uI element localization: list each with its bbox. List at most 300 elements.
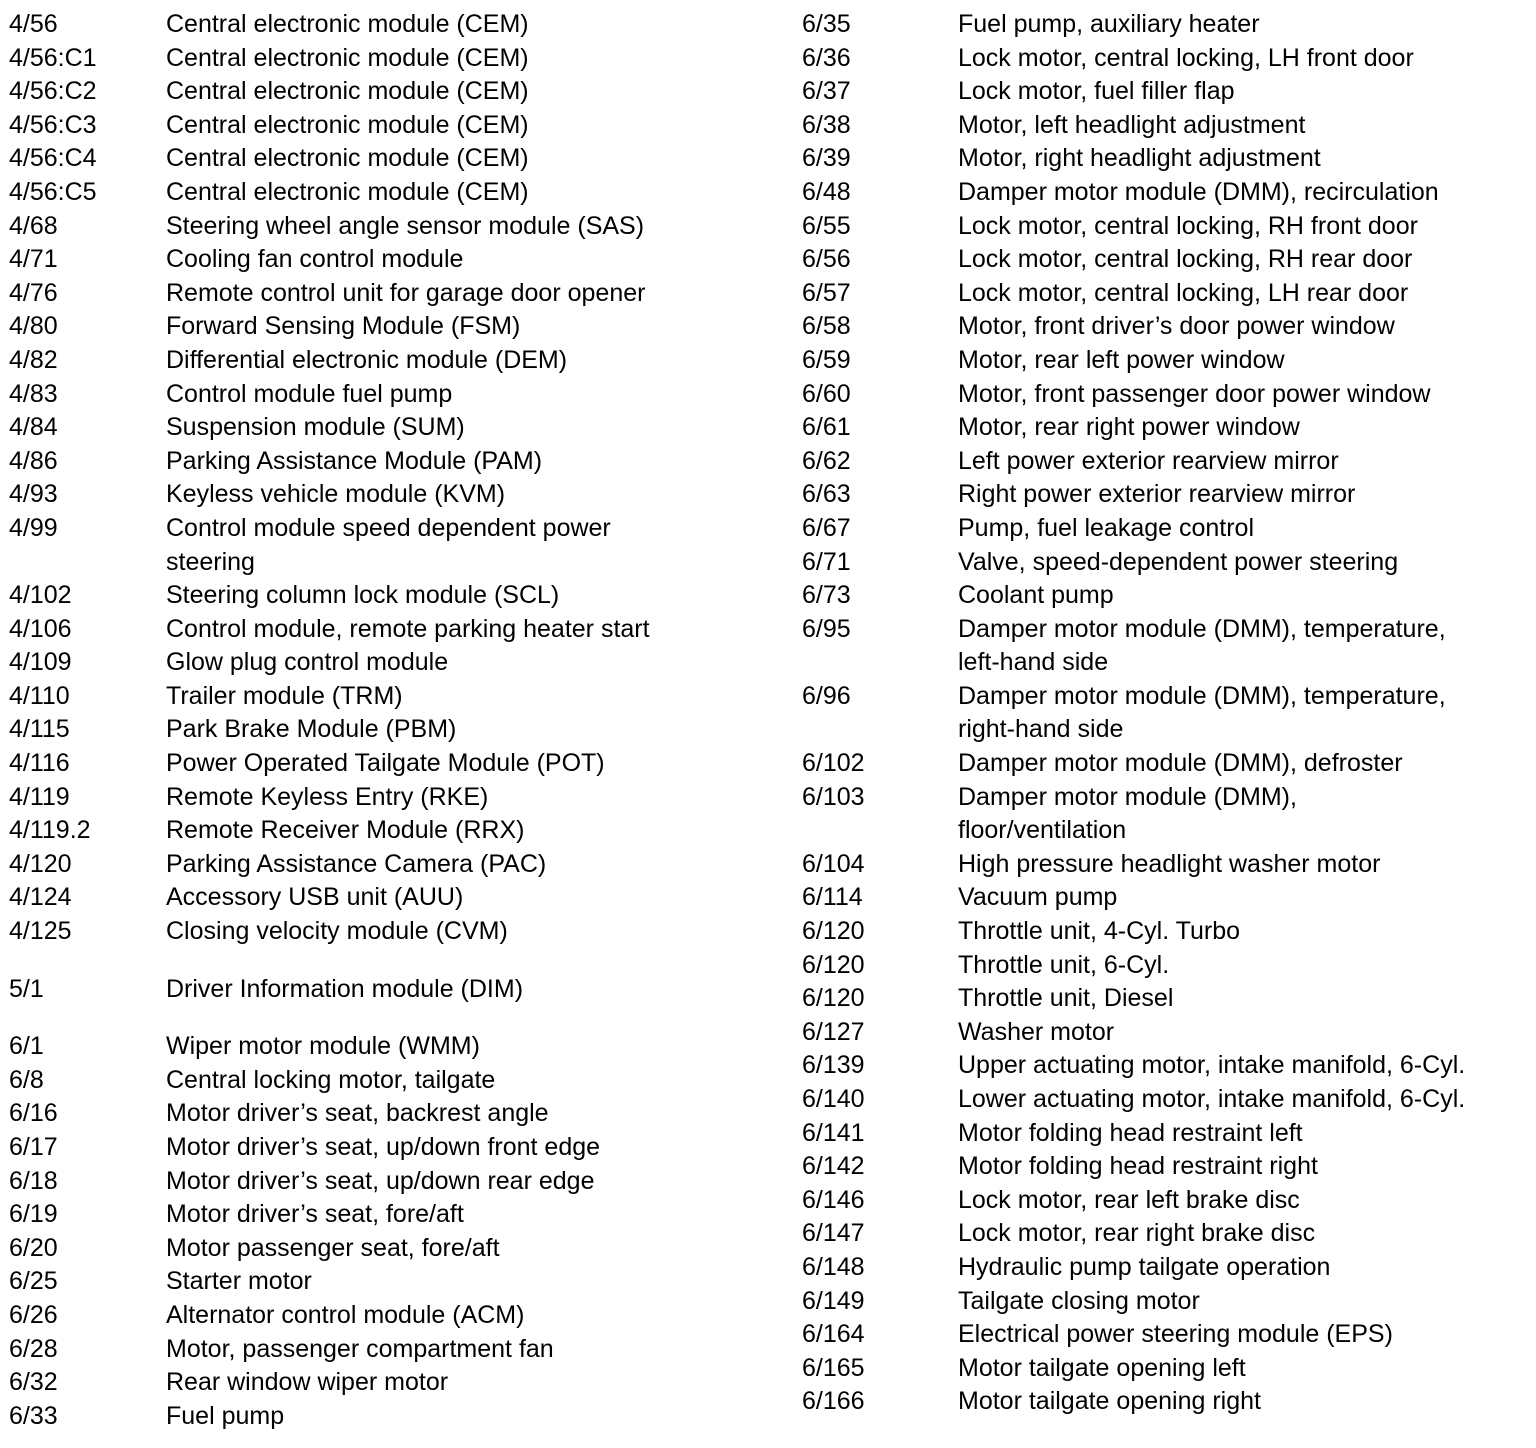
description-line: Accessory USB unit (AUU): [166, 883, 464, 912]
list-item: [802, 747, 1527, 781]
description-line: Keyless vehicle module (KVM): [166, 480, 506, 509]
component-code: 6/62: [802, 446, 851, 475]
component-description: [166, 8, 779, 42]
list-item: [802, 1285, 1527, 1319]
component-description: [958, 277, 1527, 311]
component-description: [166, 646, 779, 680]
description-line: Motor, right headlight adjustment: [958, 144, 1321, 173]
component-code: 6/96: [802, 681, 851, 710]
description-line: Central electronic module (CEM): [166, 110, 529, 139]
description-line: Steering column lock module (SCL): [166, 581, 560, 610]
description-line: Central locking motor, tailgate: [166, 1065, 496, 1094]
component-code: 6/140: [802, 1085, 865, 1113]
description-line: Alternator control module (ACM): [166, 1300, 525, 1329]
component-code: 4/76: [9, 278, 58, 307]
list-item: [802, 478, 1527, 512]
list-item: [802, 1150, 1527, 1184]
component-code: 6/37: [802, 77, 851, 106]
list-item: [802, 512, 1527, 546]
component-code: 4/120: [9, 849, 72, 878]
list-item: [9, 512, 779, 579]
component-code: 6/142: [802, 1152, 865, 1181]
component-code: 6/102: [802, 749, 865, 778]
component-description: [166, 243, 779, 277]
list-item: [802, 411, 1527, 445]
component-description: [958, 881, 1527, 915]
list-item: [802, 1049, 1527, 1083]
description-line: Motor driver’s seat, up/down front edge: [166, 1133, 601, 1161]
component-code: 6/120: [802, 984, 865, 1013]
list-item: [9, 1030, 779, 1064]
description-line: Rear window wiper motor: [166, 1368, 449, 1397]
component-description: [958, 915, 1527, 949]
component-code: 6/104: [802, 849, 865, 878]
component-code: 6/165: [802, 1353, 865, 1382]
list-item: [802, 1117, 1527, 1151]
component-code: 6/63: [802, 480, 851, 509]
description-line: Motor driver’s seat, fore/aft: [166, 1200, 464, 1229]
description-line: Lock motor, fuel filler flap: [958, 77, 1235, 106]
component-code: 4/56:C2: [9, 77, 97, 106]
list-item: [802, 210, 1527, 244]
description-line: Lock motor, central locking, LH rear door: [958, 278, 1409, 307]
list-item: [802, 75, 1527, 109]
list-item: [9, 646, 779, 680]
component-code: 4/83: [9, 379, 58, 408]
component-description: [166, 973, 779, 1007]
component-description: [958, 1184, 1527, 1218]
list-item: [9, 478, 779, 512]
component-code: 4/99: [9, 513, 58, 542]
component-code: 6/28: [9, 1334, 58, 1363]
list-item: [802, 176, 1527, 210]
component-description: [166, 344, 779, 378]
description-line: Remote Keyless Entry (RKE): [166, 782, 489, 811]
list-item: [802, 109, 1527, 143]
list-item: [802, 310, 1527, 344]
component-description: [958, 1150, 1527, 1184]
description-line: Closing velocity module (CVM): [166, 917, 508, 946]
component-code: 6/139: [802, 1051, 865, 1080]
list-item: [9, 445, 779, 479]
component-code: 6/25: [9, 1267, 58, 1296]
list-item: [9, 881, 779, 915]
description-line: Motor driver’s seat, up/down rear edge: [166, 1166, 595, 1195]
component-description: [166, 613, 779, 647]
component-code: 4/71: [9, 245, 58, 274]
component-code: 4/110: [9, 681, 70, 710]
list-item: [9, 781, 779, 815]
list-item: [9, 1232, 779, 1266]
list-item: [9, 680, 779, 714]
description-line: Motor, passenger compartment fan: [166, 1334, 554, 1363]
component-description: [958, 1083, 1527, 1117]
component-code: 6/114: [802, 883, 863, 912]
description-line: Motor, rear left power window: [958, 345, 1285, 374]
component-code: 6/149: [802, 1286, 865, 1315]
component-description: [166, 848, 779, 882]
component-description: [958, 579, 1527, 613]
component-description: [958, 176, 1527, 210]
component-description: [958, 1217, 1527, 1251]
component-description: [166, 109, 779, 143]
list-item: [9, 378, 779, 412]
component-description: [958, 1385, 1527, 1419]
component-description: [958, 142, 1527, 176]
description-line: Starter motor: [166, 1267, 312, 1296]
description-line: Lower actuating motor, intake manifold, 6-Cyl.: [958, 1085, 1466, 1113]
description-line: Steering wheel angle sensor module (SAS): [166, 211, 645, 240]
component-code: 6/26: [9, 1300, 58, 1329]
component-description: [958, 613, 1527, 680]
description-line: Central electronic module (CEM): [166, 77, 529, 106]
list-item: [9, 243, 779, 277]
list-item: [802, 848, 1527, 882]
list-item: [9, 848, 779, 882]
component-description: [166, 1232, 779, 1266]
description-line: Control module, remote parking heater start: [166, 614, 650, 643]
list-item: [9, 8, 779, 42]
list-item: [802, 579, 1527, 613]
component-code: 4/116: [9, 749, 70, 778]
component-description: [958, 243, 1527, 277]
component-code: 4/115: [9, 715, 70, 744]
description-line: Valve, speed-dependent power steering: [958, 547, 1399, 576]
description-line: Motor folding head restraint left: [958, 1118, 1303, 1147]
component-code: 4/86: [9, 446, 58, 475]
component-code: 6/16: [9, 1099, 58, 1128]
component-code: 4/106: [9, 614, 72, 643]
list-item: [802, 881, 1527, 915]
list-item: [802, 8, 1527, 42]
component-code: 6/36: [802, 43, 851, 72]
component-code: 6/55: [802, 211, 851, 240]
component-description: [958, 680, 1527, 747]
component-code: 6/1: [9, 1032, 44, 1061]
list-item: [802, 1251, 1527, 1285]
list-item: [802, 378, 1527, 412]
list-item: [802, 277, 1527, 311]
component-description: [958, 378, 1527, 412]
description-line: Differential electronic module (DEM): [166, 345, 568, 374]
component-description: [166, 1097, 779, 1131]
component-code: 6/73: [802, 581, 851, 610]
list-item: [802, 546, 1527, 580]
list-item: [9, 142, 779, 176]
description-line: Lock motor, central locking, LH front door: [958, 43, 1414, 72]
list-item: [9, 973, 779, 1007]
description-line: Lock motor, rear left brake disc: [958, 1185, 1300, 1214]
component-description: [166, 1064, 779, 1098]
description-line: Left power exterior rearview mirror: [958, 446, 1339, 475]
component-code: 6/67: [802, 513, 851, 542]
component-description: [166, 1333, 779, 1367]
description-line: Motor, front driver’s door power window: [958, 312, 1395, 341]
component-description: [166, 1165, 779, 1199]
component-description: [166, 1030, 779, 1064]
list-item: [9, 109, 779, 143]
description-line: Parking Assistance Camera (PAC): [166, 849, 547, 878]
component-description: [166, 881, 779, 915]
component-description: [958, 512, 1527, 546]
component-code: 4/124: [9, 883, 72, 912]
description-line: High pressure headlight washer motor: [958, 849, 1381, 878]
component-code: 6/141: [802, 1118, 865, 1147]
description-line: Central electronic module (CEM): [166, 177, 529, 206]
description-line: Cooling fan control module: [166, 245, 464, 274]
list-item: [9, 613, 779, 647]
description-line: Washer motor: [958, 1017, 1115, 1046]
component-code: 6/71: [802, 547, 851, 576]
component-description: [166, 713, 779, 747]
component-description: [166, 210, 779, 244]
component-code: 6/60: [802, 379, 851, 408]
description-line: Park Brake Module (PBM): [166, 715, 457, 744]
list-item: [802, 949, 1527, 983]
component-code: 4/68: [9, 211, 58, 240]
component-description: [958, 210, 1527, 244]
list-item: [9, 344, 779, 378]
description-line: Driver Information module (DIM): [166, 974, 524, 1003]
component-list-right: [802, 8, 1527, 1419]
component-code: 4/119: [9, 782, 70, 811]
description-line: Damper motor module (DMM), temperature,: [958, 614, 1446, 643]
component-code: 4/80: [9, 312, 58, 341]
component-list-left: [9, 8, 779, 1433]
description-line: Pump, fuel leakage control: [958, 513, 1255, 542]
list-item: [802, 1352, 1527, 1386]
description-line: Coolant pump: [958, 581, 1114, 610]
description-line: Lock motor, central locking, RH rear door: [958, 245, 1413, 274]
component-code: 6/8: [9, 1065, 44, 1094]
component-description: [958, 42, 1527, 76]
component-code: 6/32: [9, 1368, 58, 1397]
description-line: right-hand side: [958, 715, 1124, 744]
description-line: left-hand side: [958, 648, 1109, 677]
list-item: [802, 1318, 1527, 1352]
description-line: Remote Receiver Module (RRX): [166, 816, 525, 845]
component-description: [958, 982, 1527, 1016]
component-description: [166, 1265, 779, 1299]
description-line: Power Operated Tailgate Module (POT): [166, 749, 605, 778]
description-line: Motor, rear right power window: [958, 413, 1300, 442]
component-description: [166, 512, 779, 579]
list-item: [9, 1333, 779, 1367]
description-line: Central electronic module (CEM): [166, 10, 529, 38]
description-line: Throttle unit, Diesel: [958, 984, 1174, 1013]
component-code: 6/120: [802, 950, 865, 979]
list-item: [9, 411, 779, 445]
description-line: Control module speed dependent power: [166, 513, 611, 542]
component-code: 6/35: [802, 10, 851, 38]
list-item: [9, 579, 779, 613]
component-code: 6/56: [802, 245, 851, 274]
description-line: Central electronic module (CEM): [166, 144, 529, 173]
component-description: [166, 142, 779, 176]
component-code: 4/109: [9, 648, 72, 677]
component-description: [166, 75, 779, 109]
list-item: [802, 680, 1527, 747]
component-code: 4/56:C5: [9, 177, 97, 206]
component-code: 4/82: [9, 345, 58, 374]
list-item: [9, 814, 779, 848]
description-line: Glow plug control module: [166, 648, 449, 677]
list-item: [802, 445, 1527, 479]
description-line: Control module fuel pump: [166, 379, 453, 408]
description-line: Tailgate closing motor: [958, 1286, 1200, 1315]
component-description: [166, 42, 779, 76]
description-line: Vacuum pump: [958, 883, 1118, 912]
description-line: Damper motor module (DMM), defroster: [958, 749, 1403, 778]
list-item: [802, 613, 1527, 680]
component-description: [958, 310, 1527, 344]
component-description: [958, 781, 1527, 848]
component-code: 6/57: [802, 278, 851, 307]
description-line: Motor, front passenger door power window: [958, 379, 1431, 408]
component-code: 6/61: [802, 413, 851, 442]
component-description: [166, 915, 779, 949]
list-item: [9, 713, 779, 747]
description-line: Motor tailgate opening left: [958, 1353, 1246, 1382]
description-line: Forward Sensing Module (FSM): [166, 312, 521, 341]
description-line: Fuel pump: [166, 1401, 285, 1430]
description-line: floor/ventilation: [958, 816, 1127, 845]
list-item: [9, 747, 779, 781]
description-line: Damper motor module (DMM),: [958, 782, 1297, 811]
component-description: [958, 75, 1527, 109]
component-description: [958, 1285, 1527, 1319]
list-item: [802, 42, 1527, 76]
component-description: [166, 176, 779, 210]
component-description: [958, 949, 1527, 983]
list-item: [9, 42, 779, 76]
component-code: 6/146: [802, 1185, 865, 1214]
component-code: 6/58: [802, 312, 851, 341]
component-code: 6/38: [802, 110, 851, 139]
component-code: 6/95: [802, 614, 851, 643]
component-code: 6/148: [802, 1252, 865, 1281]
component-code: 6/17: [9, 1133, 58, 1161]
list-item: [802, 1217, 1527, 1251]
list-item: [9, 1265, 779, 1299]
description-line: Fuel pump, auxiliary heater: [958, 10, 1260, 38]
component-description: [958, 1016, 1527, 1050]
list-item: [9, 1366, 779, 1400]
list-item: [9, 1198, 779, 1232]
description-line: Trailer module (TRM): [166, 681, 403, 710]
component-description: [166, 781, 779, 815]
component-description: [958, 445, 1527, 479]
component-code: 6/166: [802, 1387, 865, 1416]
description-line: Damper motor module (DMM), temperature,: [958, 681, 1446, 710]
component-code: 6/164: [802, 1320, 865, 1349]
component-code: 6/103: [802, 782, 865, 811]
component-code: 6/127: [802, 1017, 865, 1046]
component-description: [958, 1318, 1527, 1352]
list-item: [9, 1299, 779, 1333]
component-code: 4/56:C4: [9, 144, 97, 173]
component-code: 6/20: [9, 1233, 58, 1262]
component-code: 6/33: [9, 1401, 58, 1430]
component-code: 4/93: [9, 480, 58, 509]
list-item: [9, 277, 779, 311]
component-description: [166, 1400, 779, 1434]
description-line: Upper actuating motor, intake manifold, 6-Cyl.: [958, 1051, 1466, 1080]
description-line: Motor folding head restraint right: [958, 1152, 1318, 1181]
component-description: [958, 478, 1527, 512]
component-description: [166, 1366, 779, 1400]
component-code: 4/102: [9, 581, 72, 610]
list-item: [9, 1400, 779, 1434]
component-code: 6/18: [9, 1166, 58, 1195]
component-description: [166, 1198, 779, 1232]
list-item: [9, 1097, 779, 1131]
list-item: [9, 1064, 779, 1098]
component-description: [166, 1131, 779, 1165]
component-description: [958, 1117, 1527, 1151]
component-code: 4/56:C3: [9, 110, 97, 139]
component-description: [958, 747, 1527, 781]
list-item: [9, 1165, 779, 1199]
component-description: [958, 1251, 1527, 1285]
description-line: Right power exterior rearview mirror: [958, 480, 1356, 509]
component-code: 6/120: [802, 917, 865, 946]
component-code: 4/125: [9, 917, 72, 946]
component-code: 6/19: [9, 1200, 58, 1229]
description-line: Motor passenger seat, fore/aft: [166, 1233, 500, 1262]
description-line: Lock motor, rear right brake disc: [958, 1219, 1316, 1248]
description-line: Damper motor module (DMM), recirculation: [958, 177, 1439, 206]
component-description: [166, 411, 779, 445]
description-line: Hydraulic pump tailgate operation: [958, 1252, 1331, 1281]
component-description: [958, 411, 1527, 445]
component-description: [958, 344, 1527, 378]
list-item: [9, 176, 779, 210]
list-item: [802, 781, 1527, 848]
component-description: [166, 680, 779, 714]
list-item: [802, 1184, 1527, 1218]
component-code: 4/119.2: [9, 816, 91, 845]
component-code: 6/39: [802, 144, 851, 173]
list-item: [802, 1385, 1527, 1419]
list-item: [802, 142, 1527, 176]
description-line: Throttle unit, 6-Cyl.: [958, 950, 1170, 979]
component-description: [958, 848, 1527, 882]
component-code: 6/59: [802, 345, 851, 374]
component-code: 6/147: [802, 1219, 865, 1248]
description-line: Motor tailgate opening right: [958, 1387, 1261, 1416]
list-item: [9, 1131, 779, 1165]
description-line: Motor, left headlight adjustment: [958, 110, 1306, 139]
list-item: [802, 1083, 1527, 1117]
list-item: [9, 915, 779, 949]
description-line: Parking Assistance Module (PAM): [166, 446, 543, 475]
list-item: [9, 310, 779, 344]
component-description: [958, 1049, 1527, 1083]
component-description: [166, 478, 779, 512]
description-line: Lock motor, central locking, RH front door: [958, 211, 1418, 240]
component-description: [166, 1299, 779, 1333]
description-line: Remote control unit for garage door opener: [166, 278, 646, 307]
description-line: Central electronic module (CEM): [166, 43, 529, 72]
list-item: [802, 1016, 1527, 1050]
list-item: [802, 915, 1527, 949]
component-description: [958, 8, 1527, 42]
component-description: [166, 277, 779, 311]
component-code: 6/48: [802, 177, 851, 206]
component-code: 4/56: [9, 10, 58, 38]
component-code: 4/84: [9, 413, 58, 442]
